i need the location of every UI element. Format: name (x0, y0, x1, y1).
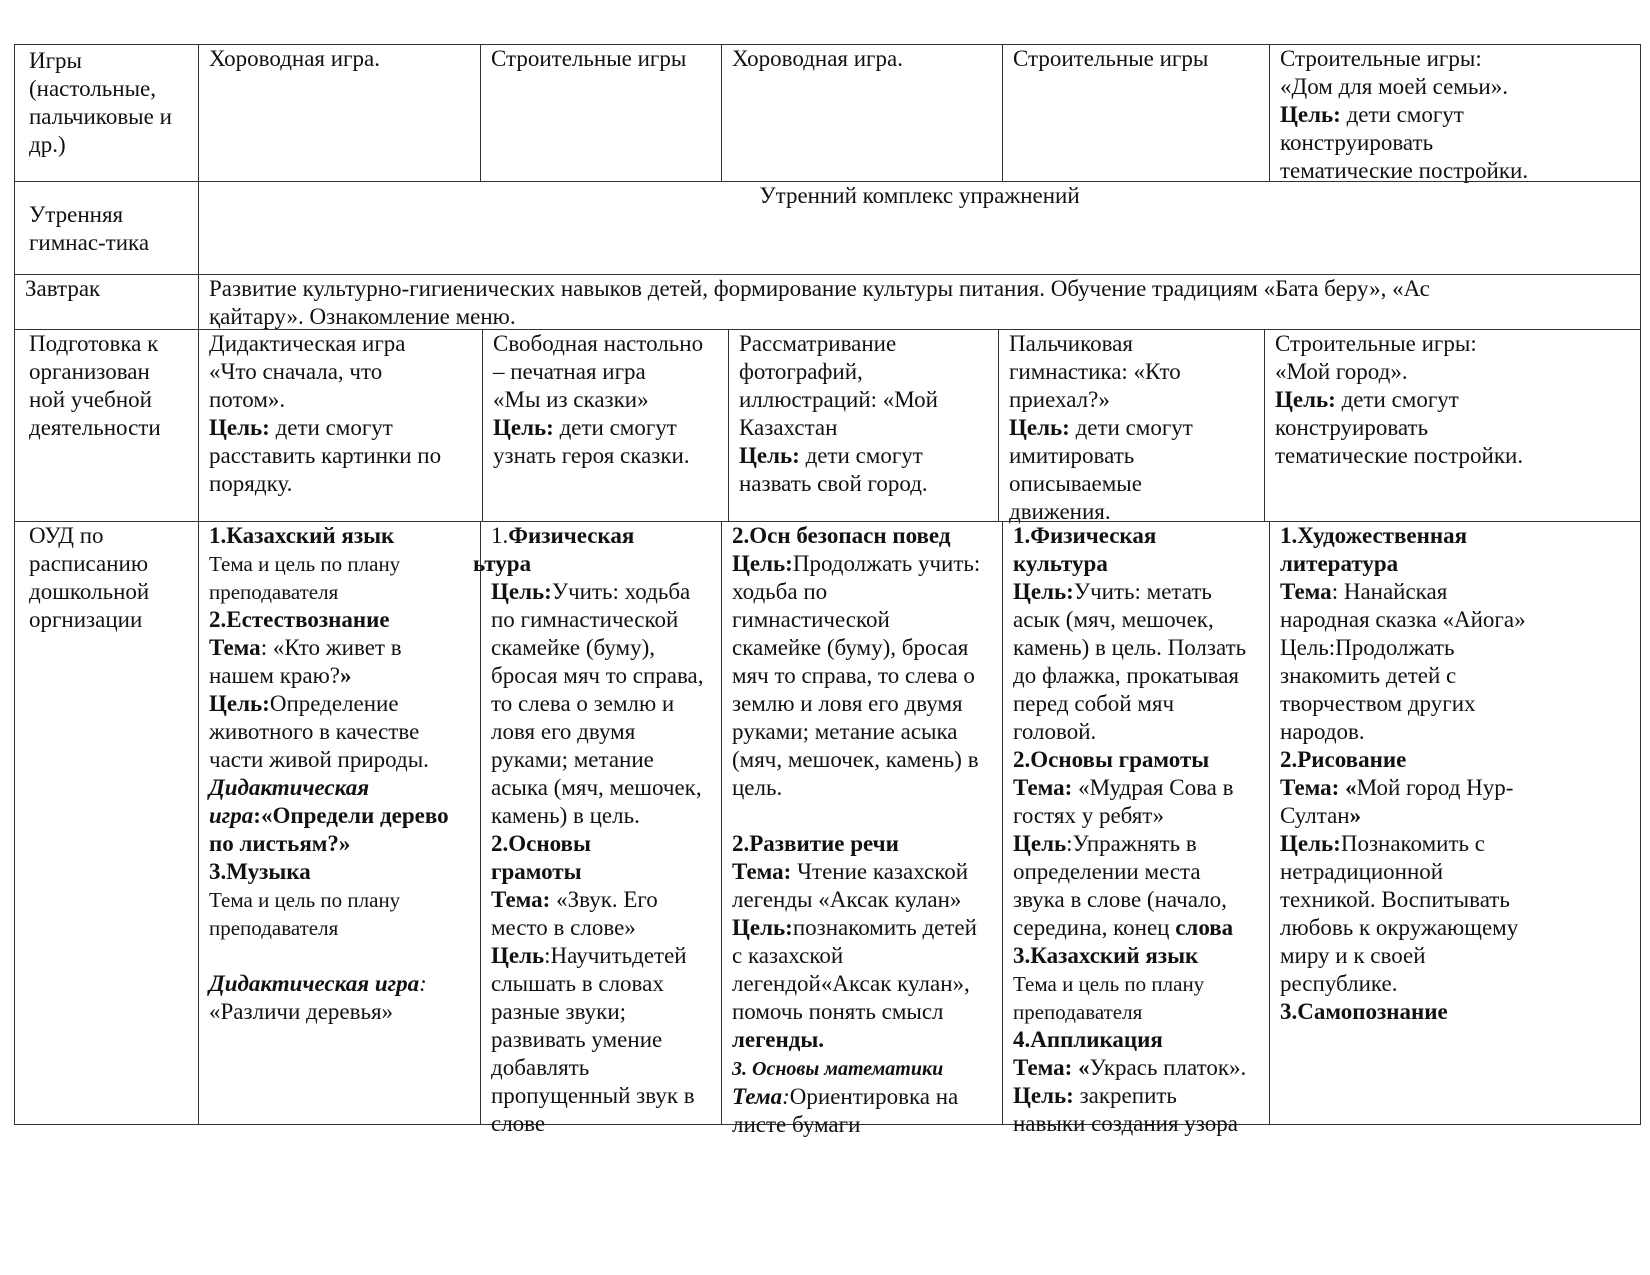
goal-label: Цель: (732, 551, 793, 576)
cell-text (209, 522, 449, 1026)
cell-text: Хороводная игра. (732, 46, 903, 71)
theme-text: Чтение казахской легенды «Аксак кулан» (732, 859, 969, 912)
goal-text: Продолжать учить: ходьба по гимнастической скамейке (буму), бросая мяч то справа, то слева о землю и ловя его двумя руками; метание асыка (мяч, мешочек, камень) в цель. (732, 551, 981, 800)
cell-text (1275, 330, 1523, 470)
theme-label: Тема (209, 635, 261, 660)
label-text: Подготовка к организован ной учебной деятельности (29, 331, 161, 440)
cell-text (493, 330, 703, 470)
goal-label: Цель: (209, 691, 270, 716)
cell-text (1013, 522, 1246, 1138)
cell-friday (1269, 522, 1640, 1124)
subject-note: Тема и цель по плану преподавателя (209, 552, 401, 604)
row-breakfast (14, 274, 1641, 330)
cell-text: Строительные игры (1013, 46, 1209, 71)
goal-text: Цель:Продолжать знакомить детей с творчеством других народов. (1280, 635, 1476, 744)
cell-text: Развитие культурно-гигиенических навыков детей, формирование культуры питания. Обучение традициям «Бата беру», «Ас қайтару». Ознакомление меню. (209, 276, 1430, 329)
theme-label: Тема: « (1280, 775, 1357, 800)
row-label (15, 522, 198, 1124)
goal-text: познакомить детей с казахской легендой«Аксак кулан», помочь понять смысл (732, 915, 977, 1024)
theme-label: Тема (1280, 579, 1332, 604)
row-games (14, 44, 1641, 182)
goal-label: Цель (491, 943, 545, 968)
row-label (15, 275, 198, 330)
subject-number: 1. (491, 523, 509, 548)
theme-label: Тема (732, 1084, 783, 1109)
cell-text: Строительные игры (491, 46, 687, 71)
subject-heading: 2.Осн безопасн повед (732, 523, 951, 548)
cell-friday (1269, 45, 1640, 182)
label-text: Завтрак (25, 276, 101, 301)
goal-text: дети смогут узнать героя сказки. (493, 415, 690, 468)
goal-text-end: слова (1175, 915, 1234, 940)
cell-text (491, 578, 704, 1138)
goal-label: Цель: (1009, 415, 1070, 440)
cell-text (491, 522, 634, 550)
row-label (15, 182, 198, 275)
goal-text-end: легенды. (732, 1027, 825, 1052)
cell-wednesday (721, 522, 1002, 1137)
cell-all-days (198, 182, 1640, 275)
subject-heading: 1.Физическая культура (1013, 523, 1157, 576)
goal-text: дети смогут конструировать тематические постройки. (1275, 387, 1524, 468)
row-label (15, 45, 198, 182)
cell-tuesday (482, 330, 728, 522)
goal-label: Цель: (1275, 387, 1336, 412)
theme-label: Тема: (732, 859, 792, 884)
game-title: :«Определи дерево по листьям?» (209, 803, 449, 856)
cell-thursday (1002, 45, 1269, 182)
goal-text: :Упражнять в определении места звука в слове (начало, середина, конец (1013, 831, 1227, 940)
cell-friday (1264, 330, 1640, 522)
goal-label: Цель: (491, 579, 552, 604)
goal-label: Цель (1013, 831, 1067, 856)
row-preparation (14, 329, 1641, 522)
row-label (15, 330, 198, 522)
activity-title: Рассматривание фотографий, иллюстраций: «Мой Казахстан (739, 331, 938, 440)
cell-text (739, 330, 938, 498)
subject-heading: 2.Основы грамоты (1013, 747, 1210, 772)
goal-text: Учить: метать асык (мяч, мешочек, камень) в цель. Ползать до флажка, прокатывая перед собой мяч головой. (1013, 579, 1247, 744)
subject-heading: 1.Художественная литература (1280, 523, 1468, 576)
subject-heading: 3.Самопознание (1280, 999, 1448, 1024)
cell-tuesday (473, 522, 721, 1136)
cell-thursday (998, 330, 1264, 522)
activity-title: Строительные игры: «Мой город». (1275, 331, 1477, 384)
cell-monday (198, 45, 480, 182)
theme-text: Укрась платок». (1089, 1055, 1247, 1080)
cell-wednesday (728, 330, 998, 522)
theme-text: Мой город Нур- Султан (1280, 775, 1514, 828)
subject-heading: 2.Естествознание (209, 607, 390, 632)
theme-colon: : (782, 1084, 790, 1109)
goal-label: Цель: (1280, 831, 1341, 856)
game-label: Дидактическая игра (209, 775, 370, 828)
subject-heading: Физическая (508, 523, 635, 548)
activity-title: Пальчиковая гимнастика: «Кто приехал?» (1009, 331, 1181, 412)
cell-text (1280, 45, 1528, 185)
game-colon: : (419, 971, 427, 996)
goal-text: Определение животного в качестве части живой природы. (209, 691, 429, 772)
cell-text (732, 522, 980, 1139)
theme-text: : Нанайская народная сказка «Айога» (1280, 579, 1526, 632)
activity-title: Свободная настольно – печатная игра «Мы из сказки» (493, 331, 704, 412)
cell-text (1280, 522, 1526, 1026)
goal-text: закрепить навыки создания узора (1013, 1083, 1238, 1136)
theme-text: «Мудрая Сова в гостях у ребят» (1013, 775, 1234, 828)
subject-heading: 3. Основы математики (732, 1058, 944, 1080)
theme-quote: » (1349, 803, 1362, 828)
row-morning-exercise (14, 181, 1641, 275)
goal-label: Цель: (739, 443, 800, 468)
goal-text: дети смогут конструировать тематические постройки. (1280, 102, 1529, 183)
goal-label: Цель: (1280, 102, 1341, 127)
subject-heading-cont: ьтура (473, 551, 532, 576)
label-text: ОУД по расписанию дошкольной оргнизации (29, 523, 150, 632)
theme-quote: » (340, 663, 352, 688)
subject-heading: 3.Казахский язык (1013, 943, 1199, 968)
cell-tuesday (480, 45, 721, 182)
theme-text: : «Кто живет в нашем краю? (209, 635, 402, 688)
subject-heading: 2.Рисование (1280, 747, 1407, 772)
cell-thursday (1002, 522, 1269, 1136)
game-label: Дидактическая игра (209, 971, 420, 996)
subject-heading: 3.Музыка (209, 859, 311, 884)
row-organized-activities (14, 521, 1641, 1137)
cell-text-overflow (473, 550, 531, 578)
subject-heading: 4.Аппликация (1013, 1027, 1163, 1052)
cell-monday (198, 522, 480, 1124)
theme-label: Тема: « (1013, 1055, 1090, 1080)
goal-label: Цель: (732, 915, 793, 940)
goal-label: Цель: (1013, 579, 1074, 604)
subject-heading: 2.Основы грамоты (491, 831, 591, 884)
cell-text: Хороводная игра. (209, 46, 380, 71)
label-text: Утренняя гимнас-тика (29, 202, 150, 255)
subject-heading: 2.Развитие речи (732, 831, 899, 856)
cell-wednesday (721, 45, 1002, 182)
theme-label: Тема: (1013, 775, 1073, 800)
cell-text: Утренний комплекс упражнений (759, 183, 1080, 208)
subject-heading: 1.Казахский язык (209, 523, 395, 548)
game-title: «Различи деревья» (209, 999, 394, 1024)
subject-note: Тема и цель по плану преподавателя (209, 888, 401, 940)
cell-text (209, 330, 441, 498)
cell-monday (198, 330, 482, 522)
goal-text: :Научитьдетей слышать в словах разные звуки; развивать умение добавлять пропущенный звук в слове (491, 943, 695, 1136)
activity-title: Строительные игры: «Дом для моей семьи». (1280, 46, 1508, 99)
activity-title: Дидактическая игра «Что сначала, что потом». (209, 331, 406, 412)
theme-text: «Звук. Его место в слове» (491, 887, 658, 940)
goal-label: Цель: (1013, 1083, 1074, 1108)
goal-text: дети смогут назвать свой город. (739, 443, 928, 496)
goal-text: Учить: ходьба по гимнастической скамейке (буму), бросая мяч то справа, то слева о землю и ловя его двумя руками; метание асыка (мяч, мешочек, камень) в цель. (491, 579, 704, 828)
cell-text (1009, 330, 1193, 526)
goal-text: Познакомить с нетрадиционной техникой. Воспитывать любовь к окружающему миру и к своей республике. (1280, 831, 1519, 996)
goal-label: Цель: (493, 415, 554, 440)
theme-text: Ориентировка на листе бумаги (732, 1084, 959, 1137)
label-text: Игры (настольные, пальчиковые и др.) (29, 48, 172, 157)
goal-label: Цель: (209, 415, 270, 440)
subject-note: Тема и цель по плану преподавателя (1013, 972, 1205, 1024)
theme-label: Тема: (491, 887, 551, 912)
cell-all-days (198, 275, 1640, 330)
goal-text: дети смогут расставить картинки по порядку. (209, 415, 442, 496)
goal-text: дети смогут имитировать описываемые движения. (1009, 415, 1193, 524)
